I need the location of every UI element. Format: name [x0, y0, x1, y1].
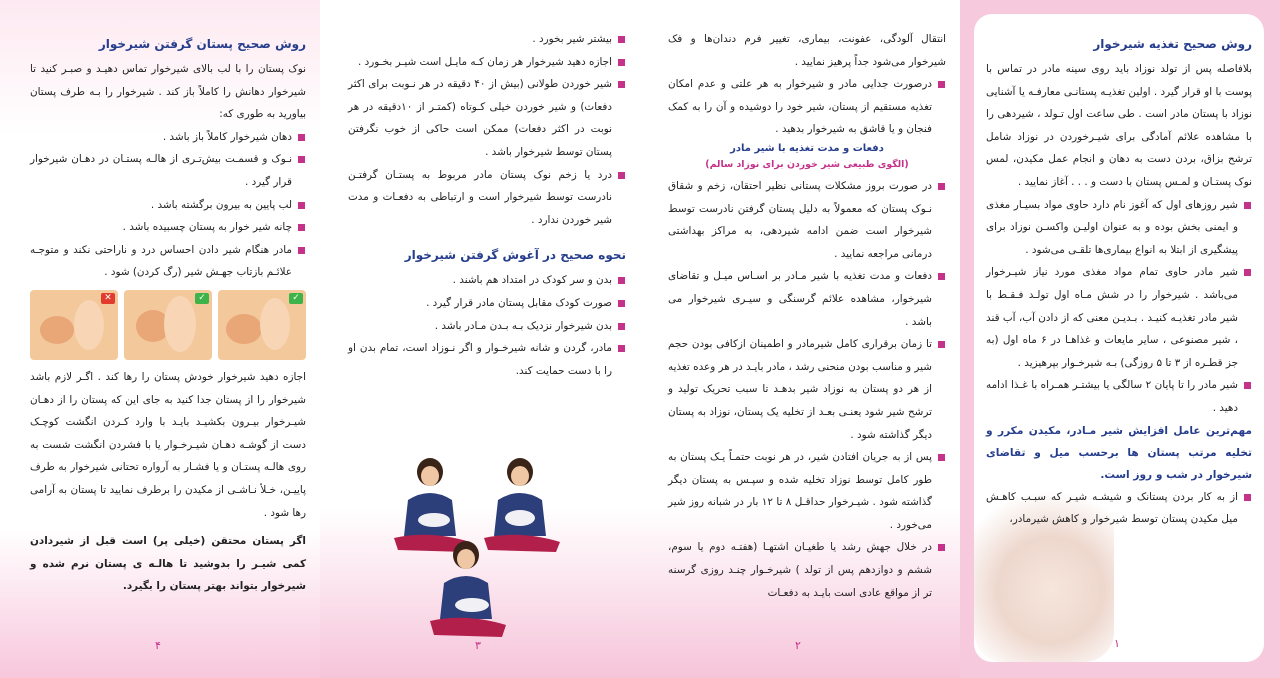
page4-title: روش صحیح پستان گرفتن شیرخوار [98, 37, 306, 51]
page-number: ۳ [475, 639, 481, 653]
page3-top-list [348, 28, 626, 231]
page1-intro: بلافاصله پس از تولد نوزاد باید روی سینه مادر در تماس با پوست با او قرار گیرد . اولین تغذیـه پستانـی معارفـه یا آشنایی نوزاد با پستان مادر است . طی ساعت اول تـولد ، شیردهی را با مشاهده علائم آمادگی برای شیـرخوردن در نوزاد شامل ترشح بزاق، بردن دست به دهان و انجام عمل مکیدن، لمس نوک پستـان و لمـس پستان با دست و . . . آغاز نمایید . [986, 63, 1252, 188]
list-item: مادر، گردن و شانه شیرخـوار و اگر نـوزاد است، تمام بدن او را با دست حمایت کند. [348, 337, 626, 382]
page2-intro: انتقال آلودگی، عفونت، بیماری، تغییر فرم دندان‌ها و فک شیرخوار می‌شود جداً پرهیز نمایید . [668, 33, 946, 68]
list-item: اجازه دهید شیرخوار هر زمان کـه مایـل است شیـر بخـورد . [348, 51, 626, 74]
list-item: شیر مادر حاوی تمام مواد مغذی مورد نیاز شیـرخوار می‌باشد . شیرخوار را در شش مـاه اول تولـد فـقـط با شیر مادر تغذیـه کنیـد . بـدیـن معنی که از دادن آب، آب قند ، شیر مصنوعی ، سایر مایعات و غذاهـا در ۶ ماه اول (به جز قطـره از ۳ تا ۵ روزگی) بـه شیرخـوار بپرهیزید . [986, 261, 1252, 374]
list-item: بدن شیرخوار نزدیک بـه بـدن مـادر باشد . [348, 315, 626, 338]
correct-latch-icon [124, 290, 212, 360]
page3-bullet-list [348, 269, 626, 382]
page2-bullet-list [668, 175, 946, 604]
list-item: پس از به جریان افتادن شیر، در هر نوبت حتمـاً یـک پستان به طور کامل توسط نوزاد تخلیه شده و سپـس به پستان دیگر گذاشته شود . شیـرخوار حداقـل ۸ تا ۱۲ بار در شبانه روز شیر می‌خورد . [668, 446, 946, 536]
page2-top-list [668, 73, 946, 141]
page4-body: اجازه دهید شیرخوار خودش پستان را رها کند . اگـر لازم باشد شیرخوار را از پستان جدا کنید به جای این که پستان را از دهـان شیـرخوار بیـرون بکشیـد بایـد با وارد کـردن انگشت کوچـک دست از گوشـه دهـان شیـرخـوار یا با فشردن انگشت شست به روی هالـه پستـان و یا فشـار به آرواره تحتانی شیرخوار به طرف پاییـن، خـلأ نـاشـی از مکیدن را برطرف نمایید تا پستان به آرامی رها شود . [30, 370, 306, 519]
page3-title: نحوه صحیح در آغوش گرفتن شیرخوار [404, 248, 626, 263]
page2-subtitle: دفعات و مدت تغذیه با شیر مادر [730, 142, 884, 154]
list-item: لب پایین به بیرون برگشته باشد . [30, 194, 306, 217]
check-icon: ✓ [289, 293, 303, 304]
page-number: ۴ [155, 639, 161, 653]
list-item: تا زمان برقراری کامل شیرمادر و اطمینان ازکافی بودن حجم شیر و مناسب بودن منحنی رشد ، مادر بایـد در هر وعده تغذیه از هر دو پستان به نوزاد شیر بدهـد تا سبب تحریک تولید و ترشح شیر شود یعنـی بعـد از تخلیه یک پستان، نوزاد به پستان دیگر گذاشته شود . [668, 333, 946, 446]
list-item: شیر خوردن طولانی (بیش از ۴۰ دقیقه در هر نـوبت برای اکثر دفعات) و شیر خوردن خیلی کـوتاه (کمتـر از ۱۰دقیقه در هر نوبت در اکثر دفعات) ممکن است حاکی از خوب نگرفتن پستان توسط شیرخوار باشد . [348, 73, 626, 163]
page1-highlight: مهم‌ترین عامل افزایش شیر مـادر، مکیدن مکرر و تخلیه مرتب پستان ها برحسب میل و تقاضای شیرخوار در شب و روز است. [986, 424, 1252, 481]
page-3 [320, 0, 640, 678]
latch-illustrations [30, 290, 306, 360]
list-item: صورت کودک مقابل پستان مادر قرار گیرد . [348, 292, 626, 315]
list-item: مادر هنگام شیر دادن احساس درد و ناراحتی نکند و متوجـه علائـم بازتاب جهـش شیر (رگ کردن) شود . [30, 239, 306, 284]
list-item: در صورت بروز مشکلات پستانی نظیر احتقان، زخم و شقاق نـوک پستان که معمولاً به دلیل پستان گرفتن نادرست توسط شیرخوار است ضمن ادامه شیردهی، به مراکز بهداشتی درمانی مراجعه نمایید . [668, 175, 946, 265]
list-item: نـوک و قسمـت بیش‌تـری از هالـه پستـان در دهـان شیرخوار قرار گیرد . [30, 148, 306, 193]
check-icon: ✓ [195, 293, 209, 304]
list-item: در خلال جهش رشد یا طغیـان اشتهـا (هفتـه دوم یا سوم، ششم و دوازدهم پس از تولد ) شیرخـوار چنـد روزی گرسنه تر از مواقع عادی است بایـد به دفعـات [668, 536, 946, 604]
list-item: شیر روزهای اول که آغوز نام دارد حاوی مواد بسیـار مغذی و ایمنی بخش بوده و به عنوان اولیـن واکسـن نوزاد برای پیشگیری از ابتلا به انواع بیماری‌ها تلقـی می‌شود . [986, 194, 1252, 262]
page-2 [640, 0, 960, 678]
incorrect-latch-icon [30, 290, 118, 360]
list-item: بدن و سر کودک در امتداد هم باشند . [348, 269, 626, 292]
list-item: درصورت جدایی مادر و شیرخوار به هر علتی و عدم امکان تغذیه مستقیم از پستان، شیر خود را دوشیده و آن را به کمک فنجان و یا قاشق به شیرخوار بدهید . [668, 73, 946, 141]
list-item: بیشتر شیر بخورد . [348, 28, 626, 51]
list-item: دهان شیرخوار کاملاً باز باشد . [30, 126, 306, 149]
list-item: دفعات و مدت تغذیه با شیر مـادر بر اسـاس میـل و تقاضای شیرخوار، مشاهده علائم گرسنگی و سیـری شیرخوار می باشد . [668, 265, 946, 333]
list-item: درد یا زخم نوک پستان مادر مربوط به پستـان گرفتـن نادرست توسط شیرخوار است و ارتباطی به دفعـات و مدت شیر خوردن ندارد . [348, 164, 626, 232]
page-4 [0, 0, 320, 678]
page-number: ۲ [795, 639, 801, 653]
page4-bullet-list [30, 126, 306, 284]
page4-note: اگر پستان محتقن (خیلی پر) است قبل از شیردادن کمی شیـر را بدوشید تا هالـه ی پستان نرم شده و شیرخوار بتواند بهتر پستان را بگیرد. [30, 535, 306, 593]
list-item: شیر مادر را تا پایان ۲ سالگی یا بیشتـر همـراه با غـذا ادامه دهید . [986, 374, 1252, 419]
page1-bullet-list [986, 194, 1252, 420]
page2-subtitle-pattern: (الگوی طبیعی شیر خوردن برای نوزاد سالم) [705, 158, 909, 170]
page-number: ۱ [1114, 637, 1120, 651]
page1-last-list [986, 486, 1252, 531]
list-item: از به کار بردن پستانک و شیشـه شیـر که سبـب کاهـش میل مکیدن پستان توسط شیرخوار و کاهش شیرمادر، [986, 486, 1252, 531]
breastfeeding-illustrations [360, 455, 590, 655]
mothers-holding-babies-icon [360, 455, 590, 655]
correct-latch-icon [218, 290, 306, 360]
list-item: چانه شیر خوار به پستان چسبیده باشد . [30, 216, 306, 239]
page-1 [960, 0, 1280, 678]
cross-icon: ✕ [101, 293, 115, 304]
page4-intro: نوک پستان را با لب بالای شیرخوار تماس دهیـد و صبـر کنید تا شیرخوار دهانش را کاملاً باز کند . شیرخوار را بـه طرف پستان بیاورید به طوری که: [30, 63, 306, 121]
page1-title: روش صحیح تغذیه شیرخوار [1093, 37, 1252, 51]
page1-card [974, 14, 1264, 662]
